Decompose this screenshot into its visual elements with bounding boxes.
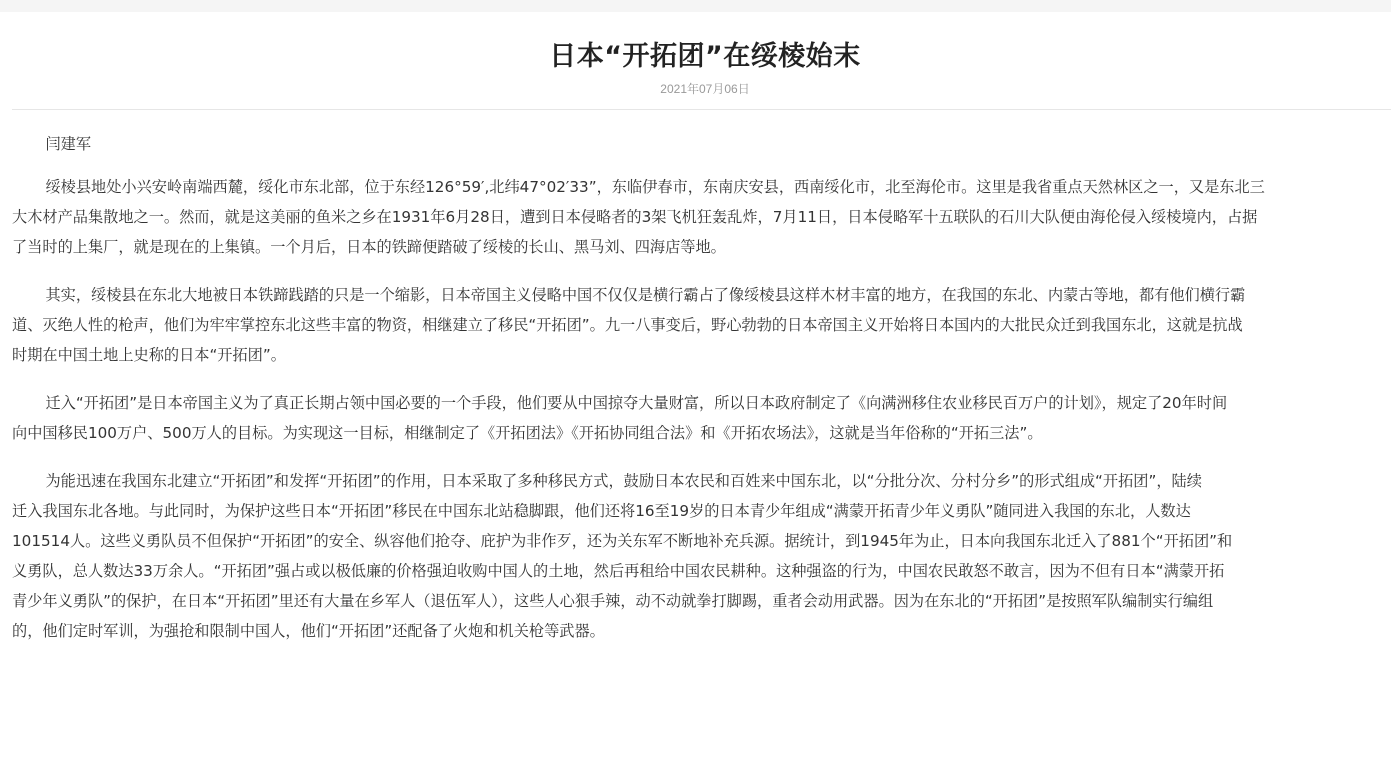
paragraph-line: 绥棱县地处小兴安岭南端西麓，绥化市东北部，位于东经126°59′,北纬47°02′33”，东临伊春市，东南庆安县，西南绥化市，北至海伦市。这里是我省重点天然林区之一，又是东北三 [45,178,1265,196]
paragraph-4 [12,466,1391,646]
paragraph-1 [12,172,1391,262]
paragraph-3 [12,388,1391,448]
paragraph-line: 其实，绥棱县在东北大地被日本铁蹄践踏的只是一个缩影，日本帝国主义侵略中国不仅仅是横行霸占了像绥棱县这样木材丰富的地方，在我国的东北、内蒙古等地，都有他们横行霸 [45,286,1246,304]
article-author: 闫建军 [45,135,91,153]
article-date: 2021年07月06日 [660,82,750,96]
paragraph-line: 的，他们定时军训，为强抢和限制中国人，他们“开拓团”还配备了火炮和机关枪等武器。 [12,622,605,640]
paragraph-line: 大木材产品集散地之一。然而，就是这美丽的鱼米之乡在1931年6月28日，遭到日本侵略者的3架飞机狂轰乱炸，7月11日，日本侵略军十五联队的石川大队便由海伦侵入绥棱境内，占据 [12,208,1258,226]
paragraph-line: 101514人。这些义勇队员不但保护“开拓团”的安全、纵容他们抢夺、庇护为非作歹，还为关东军不断地补充兵源。据统计，到1945年为止，日本向我国东北迁入了881个“开拓团”和 [12,532,1233,550]
title-divider [12,109,1391,110]
paragraph-line: 时期在中国土地上史称的日本“开拓团”。 [12,346,286,364]
paragraph-line: 向中国移民100万户、500万人的目标。为实现这一目标，相继制定了《开拓团法》《开拓协同组合法》和《开拓农场法》，这就是当年俗称的“开拓三法”。 [12,424,1043,442]
paragraph-line: 道、灭绝人性的枪声，他们为牢牢掌控东北这些丰富的物资，相继建立了移民“开拓团”。九一八事变后，野心勃勃的日本帝国主义开始将日本国内的大批民众迁到我国东北，这就是抗战 [12,316,1243,334]
paragraph-line: 迁入我国东北各地。与此同时，为保护这些日本“开拓团”移民在中国东北站稳脚跟，他们还将16至19岁的日本青少年组成“满蒙开拓青少年义勇队”随同进入我国的东北，人数达 [12,502,1191,520]
article-body [12,129,1391,664]
paragraph-2 [12,280,1391,370]
paragraph-line: 为能迅速在我国东北建立“开拓团”和发挥“开拓团”的作用，日本采取了多种移民方式，鼓励日本农民和百姓来中国东北，以“分批分次、分村分乡”的形式组成“开拓团”，陆续 [45,472,1202,490]
paragraph-line: 青少年义勇队”的保护，在日本“开拓团”里还有大量在乡军人（退伍军人），这些人心狠手辣，动不动就拳打脚踢，重者会动用武器。因为在东北的“开拓团”是按照军队编制实行编组 [12,592,1214,610]
paragraph-line: 义勇队，总人数达33万余人。“开拓团”强占或以极低廉的价格强迫收购中国人的土地，然后再租给中国农民耕种。这种强盗的行为，中国农民敢怒不敢言，因为不但有日本“满蒙开拓 [12,562,1225,580]
paragraph-line: 迁入“开拓团”是日本帝国主义为了真正长期占领中国必要的一个手段，他们要从中国掠夺大量财富，所以日本政府制定了《向满洲移住农业移民百万户的计划》，规定了20年时间 [45,394,1228,412]
paragraph-line: 了当时的上集厂，就是现在的上集镇。一个月后，日本的铁蹄便踏破了绥棱的长山、黑马刘、四海店等地。 [12,238,726,256]
article-title: 日本“开拓团”在绥棱始末 [549,41,861,72]
article-page [0,12,1391,761]
